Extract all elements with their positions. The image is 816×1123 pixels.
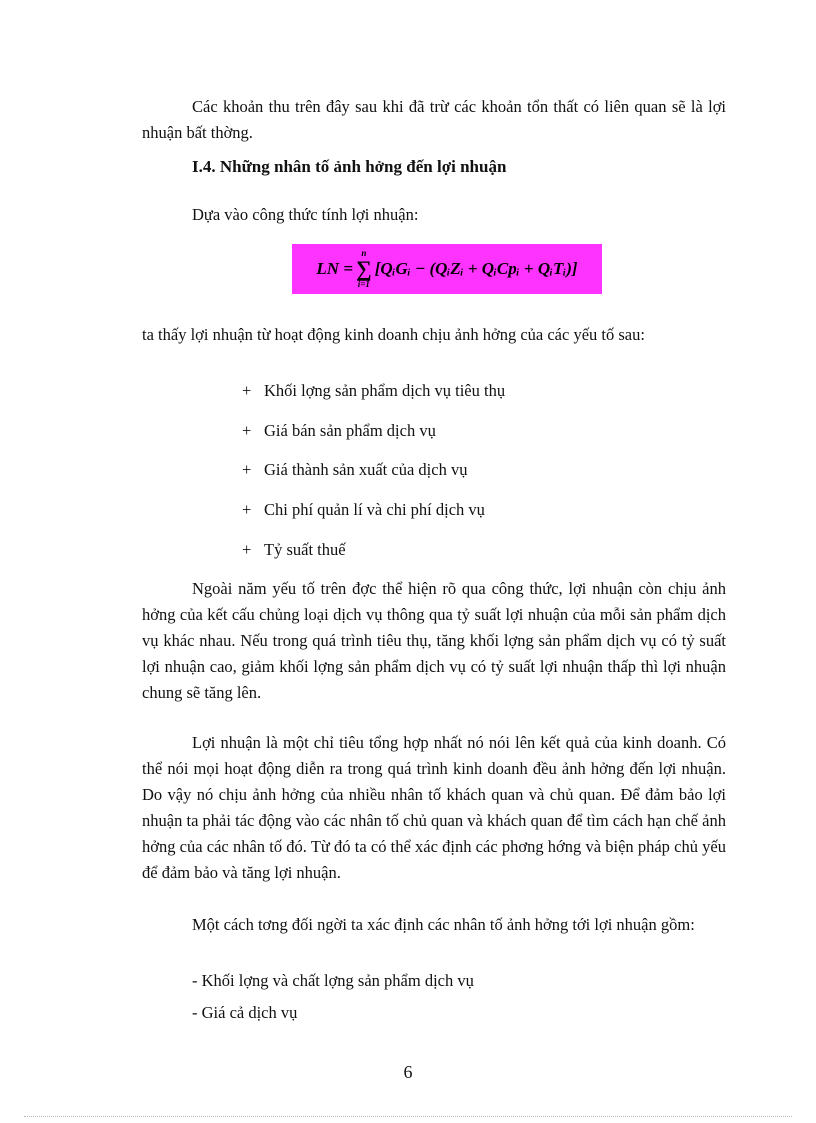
formula-rhs: [QᵢGᵢ − (QᵢZᵢ + QᵢCpᵢ + QᵢTᵢ)] (374, 259, 578, 278)
factor-item (242, 418, 436, 444)
paragraph-product-mix: Ngoài năm yếu tố trên đợc thể hiện rõ qua công thức, lợi nhuận còn chịu ảnh hởng của kết cấu chủng loại dịch vụ thông qua tỷ suất lợi nhuận của mỗi sản phẩm dịch vụ khác nhau. Nếu trong quá trình tiêu thụ, tăng khối lợng sản phẩm dịch vụ có tỷ suất lợi nhuận cao, giảm khối lợng sản phẩm dịch vụ có tỷ suất lợi nhuận thấp thì lợi nhuận chung sẽ tăng lên. (142, 579, 726, 702)
factor-item (242, 457, 467, 483)
dash-item: - Giá cả dịch vụ (192, 1003, 298, 1022)
factor-item (242, 537, 346, 563)
factor-bullet: + (242, 381, 252, 400)
formula-sum (356, 249, 372, 289)
paragraph-profit-summary: Lợi nhuận là một chỉ tiêu tổng hợp nhất nó nói lên kết quả của kinh doanh. Có thể nói mọi hoạt động diễn ra trong quá trình kinh doanh đều ảnh hởng đến lợi nhuận. Do vậy nó chịu ảnh hởng của nhiều nhân tố khách quan và chủ quan. Để đảm bảo lợi nhuận ta phải tác động vào các nhân tố chủ quan và khách quan để tìm cách hạn chế ảnh hởng của các nhân tố đó. Từ đó ta có thể xác định các phơng hớng và biện pháp chủ yếu để đảm bảo và tăng lợi nhuận. (142, 733, 726, 882)
factor-bullet: + (242, 500, 252, 519)
profit-formula (292, 244, 602, 294)
section-heading: I.4. Những nhân tố ảnh hởng đến lợi nhuận (192, 157, 507, 176)
paragraph-formula-intro: Dựa vào công thức tính lợi nhuận: (192, 205, 419, 224)
factor-item (242, 378, 505, 404)
factor-bullet: + (242, 540, 252, 559)
formula-sum-upper: n (361, 248, 367, 258)
paragraph-extraordinary-income: Các khoản thu trên đây sau khi đã trừ các khoản tổn thất có liên quan sẽ là lợi nhuận bất thờng. (142, 97, 726, 142)
factor-item (242, 497, 485, 523)
page-number: 6 (403, 1062, 413, 1082)
formula-sum-symbol: ∑ (356, 256, 372, 281)
paragraph-factor-list-intro: Một cách tơng đối ngời ta xác định các nhân tố ảnh hởng tới lợi nhuận gồm: (192, 915, 695, 934)
factor-bullet: + (242, 460, 252, 479)
footer-divider (24, 1116, 792, 1117)
factor-text: Giá bán sản phẩm dịch vụ (264, 421, 436, 440)
factor-bullet: + (242, 421, 252, 440)
factor-text: Chi phí quản lí và chi phí dịch vụ (264, 500, 485, 519)
factor-text: Tỷ suất thuế (264, 540, 346, 559)
formula-sum-lower: i=1 (357, 279, 370, 289)
factor-text: Khối lợng sản phẩm dịch vụ tiêu thụ (264, 381, 506, 400)
formula-lhs: LN = (316, 259, 354, 278)
paragraph-factors-intro: ta thấy lợi nhuận từ hoạt động kinh doanh chịu ảnh hởng của các yếu tố sau: (142, 325, 645, 344)
dash-item: - Khối lợng và chất lợng sản phẩm dịch vụ (192, 971, 474, 990)
factor-text: Giá thành sản xuất của dịch vụ (264, 460, 468, 479)
